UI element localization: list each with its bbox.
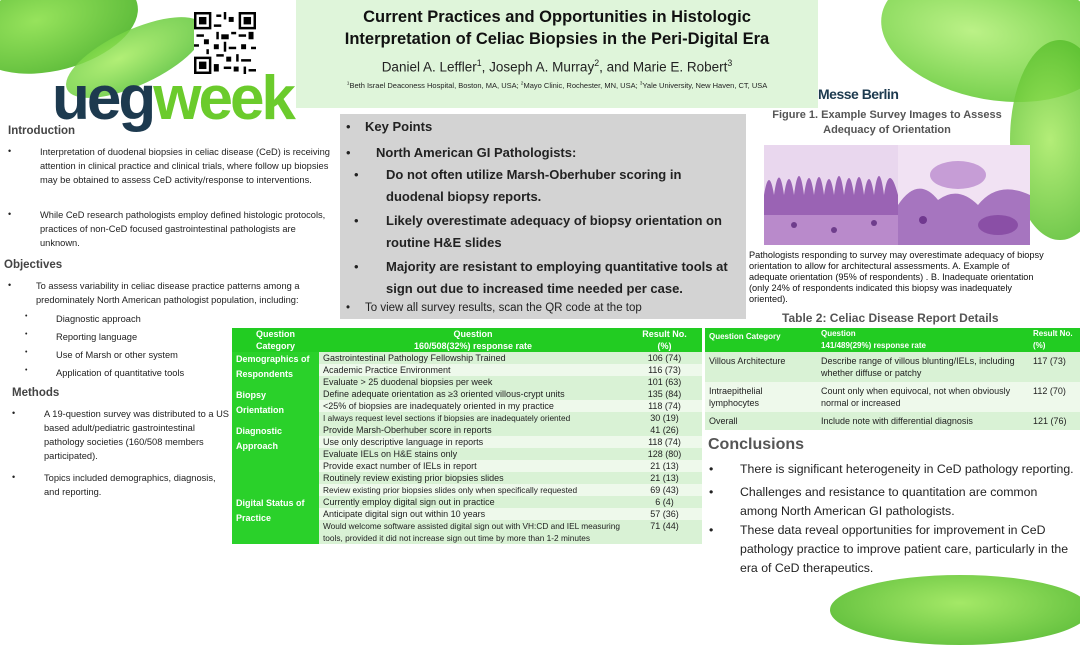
bullet-icon: • xyxy=(354,259,359,274)
key-point-item: Majority are resistant to employing quantitative tools at sign out due to increased time needed per case. xyxy=(386,259,728,296)
table-result-cell: 71 (44) xyxy=(627,520,702,544)
objectives-item: Use of Marsh or other system xyxy=(56,350,178,360)
table-category-cell: Demographics of Respondents xyxy=(232,352,319,388)
methods-item: Topics included demographics, diagnosis, and reporting. xyxy=(44,473,216,497)
table-question-cell: Include note with differential diagnosis xyxy=(817,412,1029,430)
table-question-cell: Anticipate digital sign out within 10 years xyxy=(319,508,627,520)
objectives-lead: To assess variability in celiac disease practice patterns among a predominately North American pathologist population, including: xyxy=(36,281,300,305)
table-question-cell: Routinely review existing prior biopsies slides xyxy=(319,472,627,484)
histology-image-a xyxy=(764,145,898,245)
table-header-result: Result No. (%) xyxy=(627,328,702,352)
key-points-subheading: North American GI Pathologists: xyxy=(376,145,577,160)
conclusion-item: These data reveal opportunities for improvement in CeD pathology practice to improve patient care, particularly in the era of CeD therapeutics. xyxy=(740,523,1069,575)
bullet-icon: • xyxy=(346,302,351,314)
bullet-icon: • xyxy=(12,472,16,482)
table-result-cell: 118 (74) xyxy=(627,400,702,412)
key-points-footer: To view all survey results, scan the QR code at the top xyxy=(365,302,642,314)
table-result-cell: 101 (63) xyxy=(627,376,702,388)
table-header-result: Result No. (%) xyxy=(1029,328,1080,352)
logo-part-week: week xyxy=(153,64,293,133)
table-category-cell: Digital Status of Practice xyxy=(232,496,319,544)
logo-part-ueg: ueg xyxy=(52,64,154,133)
table-row xyxy=(232,388,702,400)
objectives-item: Application of quantitative tools xyxy=(56,368,185,378)
table-result-cell: 57 (36) xyxy=(627,508,702,520)
figure-title: Figure 1. Example Survey Images to Assess Adequacy of Orientation xyxy=(772,109,1002,136)
table-header-row xyxy=(232,328,702,352)
conclusion-item: Challenges and resistance to quantitation are common among North American GI pathologists. xyxy=(740,485,1038,518)
key-points-panel xyxy=(340,114,746,319)
poster-title: Current Practices and Opportunities in Histologic Interpretation of Celiac Biopsies in the Peri-Digital Era xyxy=(344,8,770,48)
bullet-icon: • xyxy=(25,349,28,356)
introduction-heading: Introduction xyxy=(8,125,76,137)
table-header-category: Question Category xyxy=(232,328,319,352)
table-question-cell: Gastrointestinal Pathology Fellowship Trained xyxy=(319,352,627,364)
table-question-cell: Provide exact number of IELs in report xyxy=(319,460,627,472)
bullet-icon: • xyxy=(8,209,12,219)
survey-results-table xyxy=(232,328,702,544)
table-row xyxy=(705,412,1080,430)
table-result-cell: 128 (80) xyxy=(627,448,702,460)
bullet-icon: • xyxy=(346,119,351,134)
bullet-icon: • xyxy=(354,213,359,228)
affiliations: $^1$Beth Israel Deaconess Hospital, Boston, MA, USA; $^2$Mayo Clinic, Rochester, MN, USA; $^3$Yale University, New Haven, CT, USA xyxy=(346,80,768,90)
bullet-icon: • xyxy=(12,408,16,418)
table-result-cell: 112 (70) xyxy=(1029,382,1080,412)
table-result-cell: 69 (43) xyxy=(627,484,702,496)
bullet-icon: • xyxy=(25,331,28,338)
table-result-cell: 116 (73) xyxy=(627,364,702,376)
table-header-category: Question Category xyxy=(705,328,817,352)
conclusion-item: There is significant heterogeneity in CeD pathology reporting. xyxy=(740,462,1074,476)
introduction-item: While CeD research pathologists employ defined histologic protocols, practices of non-CeD focused gastrointestinal pathologists are unknown. xyxy=(40,210,326,248)
table-category-cell: Overall xyxy=(705,412,817,430)
methods-heading: Methods xyxy=(12,387,60,399)
table-result-cell: 21 (13) xyxy=(627,472,702,484)
key-points-heading: Key Points xyxy=(365,119,433,134)
table-question-cell: Define adequate orientation as ≥3 oriented villous-crypt units xyxy=(319,388,627,400)
introduction-item: Interpretation of duodenal biopsies in celiac disease (CeD) is receiving attention in clinical practice and clinical trials, where follow up biopsies may be obtained to assess CeD activity/response to interventions. xyxy=(40,147,330,185)
title-box xyxy=(296,0,818,108)
table-question-cell: Academic Practice Environment xyxy=(319,364,627,376)
table-category-cell: Biopsy Orientation xyxy=(232,388,319,424)
table-result-cell: 6 (4) xyxy=(627,496,702,508)
table-category-cell: Intraepithelial lymphocytes xyxy=(705,382,817,412)
bullet-icon: • xyxy=(25,313,28,320)
table2-title: Table 2: Celiac Disease Report Details xyxy=(782,311,999,325)
objectives-item: Reporting language xyxy=(56,332,138,342)
bullet-icon: • xyxy=(346,145,351,160)
table-question-cell: Provide Marsh-Oberhuber score in reports xyxy=(319,424,627,436)
authors: Daniel A. Leffler$^1$, Joseph A. Murray$^2$, and Marie E. Robert$^3$ xyxy=(381,58,733,75)
bullet-icon: • xyxy=(709,523,714,537)
table-result-cell: 41 (26) xyxy=(627,424,702,436)
bullet-icon: • xyxy=(8,280,12,290)
histology-image-b xyxy=(898,145,1030,245)
table-header-question: Question 141/489(29%) response rate xyxy=(817,328,1029,352)
table-question-cell: Use only descriptive language in reports xyxy=(319,436,627,448)
table-question-cell: I always request level sections if biopsies are inadequately oriented xyxy=(319,412,627,424)
table-row xyxy=(705,382,1080,412)
report-details-table xyxy=(705,328,1080,430)
figure-caption: Pathologists responding to survey may overestimate adequacy of biopsy orientation to allow for architectural assessments. A. Example of adequate orientation (95% of respondents) . B. Inadequate orientation (only 24% of respondents indicated this biopsy was inadequately oriented). xyxy=(749,250,1044,304)
table-row xyxy=(232,424,702,436)
table-question-cell: Currently employ digital sign out in practice xyxy=(319,496,627,508)
table-row xyxy=(232,496,702,508)
table-result-cell: 106 (74) xyxy=(627,352,702,364)
table-question-cell: Describe range of villous blunting/IELs, including whether diffuse or patchy xyxy=(817,352,1029,382)
key-point-item: Likely overestimate adequacy of biopsy orientation on routine H&E slides xyxy=(386,213,722,250)
key-point-item: Do not often utilize Marsh-Oberhuber scoring in duodenal biopsy reports. xyxy=(386,167,682,204)
table-question-cell: Review existing prior biopsies slides only when specifically requested xyxy=(319,484,627,496)
decorative-leaf-bottom-right xyxy=(830,575,1080,645)
table-result-cell: 30 (19) xyxy=(627,412,702,424)
methods-item: A 19-question survey was distributed to a US based adult/pediatric gastrointestinal pathology societies (160/508 members participated). xyxy=(44,409,230,461)
table-header-row xyxy=(705,328,1080,352)
table-category-cell: Diagnostic Approach xyxy=(232,424,319,496)
table-question-cell: Evaluate > 25 duodenal biopsies per week xyxy=(319,376,627,388)
table-category-cell: Villous Architecture xyxy=(705,352,817,382)
table-result-cell: 135 (84) xyxy=(627,388,702,400)
table-question-cell: Would welcome software assisted digital sign out with VH:CD and IEL measuring tools, provided it did not increase sign out time by more than 1-2 minutes xyxy=(319,520,627,544)
table-question-cell: <25% of biopsies are inadequately oriented in my practice xyxy=(319,400,627,412)
table-result-cell: 121 (76) xyxy=(1029,412,1080,430)
table-header-question: Question 160/508(32%) response rate xyxy=(319,328,627,352)
ueg-week-logo xyxy=(52,64,293,133)
bullet-icon: • xyxy=(709,485,714,499)
bullet-icon: • xyxy=(709,462,714,476)
bullet-icon: • xyxy=(354,167,359,182)
venue-text: Messe Berlin xyxy=(818,86,899,102)
table-row xyxy=(232,352,702,364)
bullet-icon: • xyxy=(25,367,28,374)
table-result-cell: 118 (74) xyxy=(627,436,702,448)
table-question-cell: Evaluate IELs on H&E stains only xyxy=(319,448,627,460)
table-result-cell: 117 (73) xyxy=(1029,352,1080,382)
conclusions-heading: Conclusions xyxy=(708,436,805,453)
table-row xyxy=(705,352,1080,382)
objectives-item: Diagnostic approach xyxy=(56,314,141,324)
objectives-heading: Objectives xyxy=(4,259,63,271)
table-question-cell: Count only when equivocal, not when obviously normal or increased xyxy=(817,382,1029,412)
bullet-icon: • xyxy=(8,146,12,156)
table-result-cell: 21 (13) xyxy=(627,460,702,472)
